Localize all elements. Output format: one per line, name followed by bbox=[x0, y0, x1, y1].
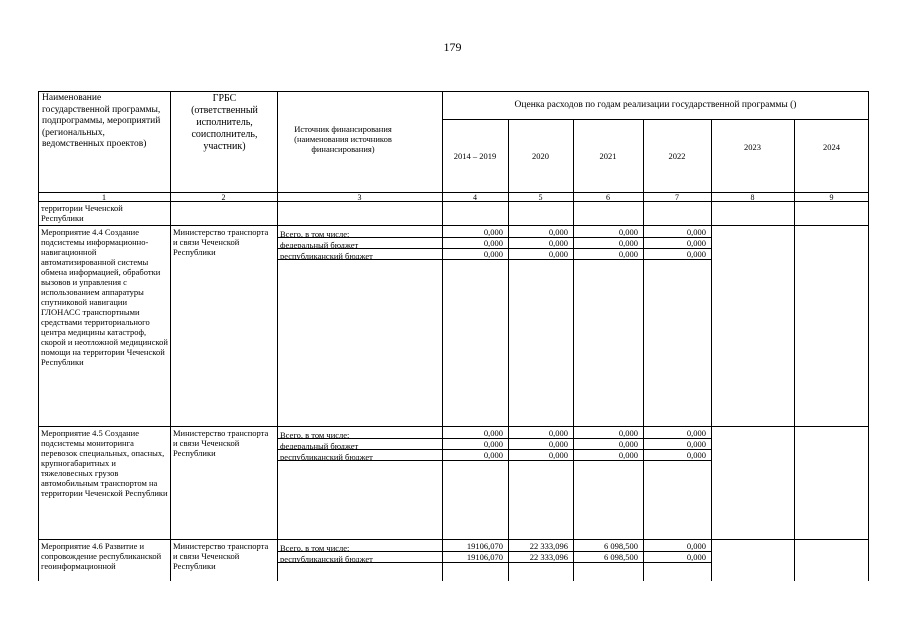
measure-4-5-federal-2022: 0,000 bbox=[686, 439, 706, 449]
column-number-1: 1 bbox=[102, 193, 106, 202]
measure-4-5-federal-2021: 0,000 bbox=[618, 439, 638, 449]
measure-4-4-total-2021: 0,000 bbox=[618, 227, 638, 237]
header-grbs: ГРБС (ответственный исполнитель, соисполнитель, участник) bbox=[191, 93, 258, 152]
column-number-5: 5 bbox=[538, 193, 543, 202]
column-number-7: 7 bbox=[675, 193, 679, 202]
measure-4-6-source-total: Всего, в том числе: bbox=[280, 543, 350, 552]
measure-4-6-republic-2022: 0,000 bbox=[686, 552, 706, 562]
measure-4-6-name: Мероприятие 4.6 Развитие и сопровождение республиканской геоинформационной bbox=[41, 541, 162, 571]
measure-4-6-republic-2020: 22 333,096 bbox=[529, 552, 568, 562]
measure-4-4-federal-2014-2019: 0,000 bbox=[483, 238, 503, 248]
measure-4-4-source-total: Всего, в том числе: bbox=[280, 229, 350, 238]
measure-4-5-republic-2022: 0,000 bbox=[686, 450, 706, 460]
measure-4-5-republic-2014-2019: 0,000 bbox=[483, 450, 503, 460]
grid-vline bbox=[170, 91, 171, 581]
grid-vline bbox=[508, 91, 509, 581]
measure-4-5-source-republic: республиканский бюджет bbox=[280, 452, 373, 461]
grid-hline bbox=[442, 119, 868, 120]
measure-4-4-federal-2020: 0,000 bbox=[548, 238, 568, 248]
column-number-4: 4 bbox=[473, 193, 477, 202]
header-year-2023: 2023 bbox=[744, 142, 761, 152]
measure-4-5-source-federal: федеральный бюджет bbox=[280, 441, 359, 450]
grid-vline bbox=[442, 91, 443, 581]
measure-4-6-grbs: Министерство транспорта и связи Чеченской Республики bbox=[173, 541, 269, 571]
header-source: Источник финансирования (наименования источников финансирования) bbox=[294, 124, 392, 154]
column-number-6: 6 bbox=[606, 193, 610, 202]
measure-4-6-total-2021: 6 098,500 bbox=[604, 541, 638, 551]
measure-4-6-source-republic: республиканский бюджет bbox=[280, 554, 373, 563]
measure-4-4-total-2014-2019: 0,000 bbox=[483, 227, 503, 237]
measure-4-4-republic-2020: 0,000 bbox=[548, 249, 568, 259]
measure-4-5-republic-2020: 0,000 bbox=[548, 450, 568, 460]
page-number: 179 bbox=[443, 40, 462, 54]
measure-4-5-name: Мероприятие 4.5 Создание подсистемы мониторинга перевозок специальных, опасных, крупногабаритных и тяжеловесных грузов автомобильным транспортом на территории Чеченской Республики bbox=[41, 428, 168, 498]
measure-4-4-total-2022: 0,000 bbox=[686, 227, 706, 237]
carry-over-text: территории Чеченской Республики bbox=[41, 203, 123, 223]
measure-4-5-source-total: Всего, в том числе: bbox=[280, 430, 350, 439]
measure-4-4-source-republic: республиканский бюджет bbox=[280, 251, 373, 260]
grid-vline bbox=[794, 91, 795, 581]
measure-4-4-grbs: Министерство транспорта и связи Чеченской Республики bbox=[173, 227, 269, 257]
header-year-2020: 2020 bbox=[532, 151, 549, 161]
grid-vline bbox=[643, 91, 644, 581]
measure-4-6-republic-2014-2019: 19106,070 bbox=[466, 552, 503, 562]
measure-4-6-republic-2021: 6 098,500 bbox=[604, 552, 638, 562]
measure-4-4-name: Мероприятие 4.4 Создание подсистемы информационно-навигационной автоматизированной системы обмена информацией, обработки вызовов и управления с использованием аппаратуры спутниковой навигации ГЛОНАСС транспортными средствами территориального центра медицины катастроф, скорой и неотложной медицинской помощи на территории Чеченской Республики bbox=[41, 227, 168, 367]
measure-4-4-federal-2021: 0,000 bbox=[618, 238, 638, 248]
column-number-8: 8 bbox=[750, 193, 755, 202]
measure-4-5-total-2022: 0,000 bbox=[686, 428, 706, 438]
grid-vline bbox=[277, 91, 278, 581]
measure-4-4-republic-2014-2019: 0,000 bbox=[483, 249, 503, 259]
measure-4-4-total-2020: 0,000 bbox=[548, 227, 568, 237]
measure-4-4-source-federal: федеральный бюджет bbox=[280, 240, 359, 249]
column-number-3: 3 bbox=[357, 193, 362, 202]
column-number-9: 9 bbox=[829, 193, 834, 202]
measure-4-6-total-2014-2019: 19106,070 bbox=[466, 541, 503, 551]
expenditure-table bbox=[38, 91, 869, 581]
measure-4-6-total-2020: 22 333,096 bbox=[529, 541, 568, 551]
header-year-2022: 2022 bbox=[668, 151, 686, 161]
measure-4-5-grbs: Министерство транспорта и связи Чеченской Республики bbox=[173, 428, 269, 458]
grid-vline bbox=[573, 91, 574, 581]
measure-4-5-total-2021: 0,000 bbox=[618, 428, 638, 438]
measure-4-4-republic-2022: 0,000 bbox=[686, 249, 706, 259]
measure-4-4-republic-2021: 0,000 bbox=[618, 249, 638, 259]
measure-4-5-total-2020: 0,000 bbox=[548, 428, 568, 438]
grid-vline bbox=[711, 91, 712, 581]
header-year-2014-2019: 2014 – 2019 bbox=[453, 151, 497, 161]
header-year-2024: 2024 bbox=[823, 142, 840, 152]
measure-4-5-republic-2021: 0,000 bbox=[618, 450, 638, 460]
header-year-2021: 2021 bbox=[599, 151, 617, 161]
measure-4-5-federal-2020: 0,000 bbox=[548, 439, 568, 449]
measure-4-5-federal-2014-2019: 0,000 bbox=[483, 439, 503, 449]
measure-4-4-federal-2022: 0,000 bbox=[686, 238, 706, 248]
header-estimate: Оценка расходов по годам реализации государственной программы () bbox=[514, 100, 797, 110]
column-number-2: 2 bbox=[221, 193, 226, 202]
measure-4-5-total-2014-2019: 0,000 bbox=[483, 428, 503, 438]
grid-vline bbox=[868, 91, 869, 581]
measure-4-6-total-2022: 0,000 bbox=[686, 541, 706, 551]
header-name: Наименование государственной программы, подпрограммы, мероприятий (региональных, ведомственных проектов) bbox=[42, 93, 161, 149]
